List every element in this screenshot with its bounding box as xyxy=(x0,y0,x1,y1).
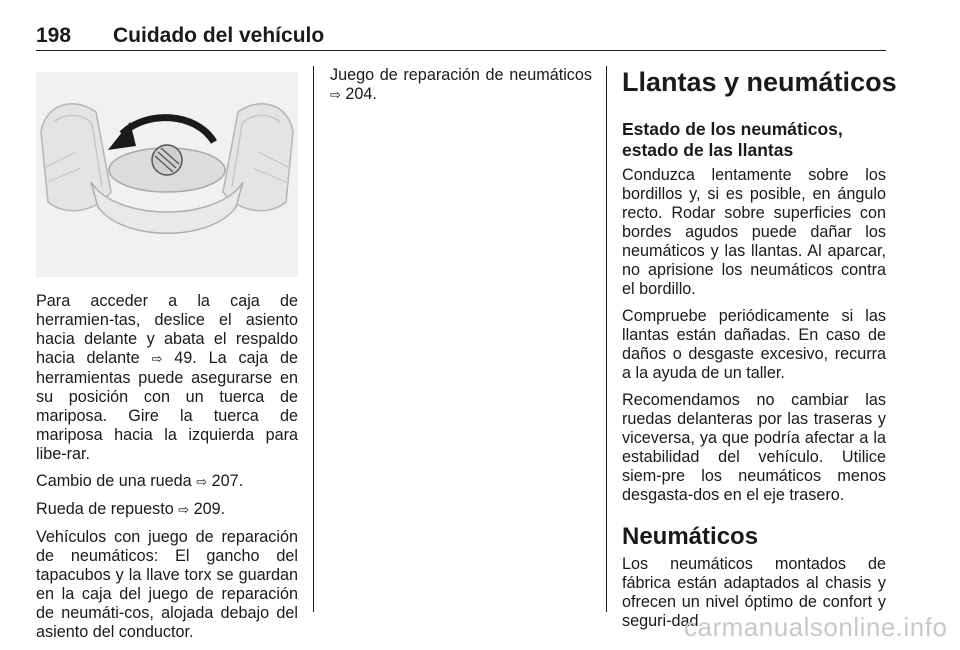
watermark: carmanualsonline.info xyxy=(684,612,948,642)
ref-link[interactable]: 207. xyxy=(211,472,244,490)
column-left xyxy=(36,292,298,650)
column-middle xyxy=(330,66,592,113)
toolbox-wing-nut-icon xyxy=(36,72,298,277)
reference-arrow-icon: ⇨ xyxy=(151,352,163,367)
reference-arrow-icon: ⇨ xyxy=(330,88,341,103)
paragraph-spare-wheel: Rueda de repuesto ⇨ 209. xyxy=(36,500,226,518)
column-divider-2 xyxy=(606,66,607,612)
column-right xyxy=(622,166,886,639)
page-number: 198 xyxy=(36,24,72,47)
paragraph-check-wheels: Compruebe periódicamente si las llantas están dañadas. En caso de daños o desgaste excesivo, recurra a la ayuda de un taller. xyxy=(622,307,886,382)
section-heading-tyres: Neumáticos xyxy=(622,523,759,550)
paragraph-wheel-change: Cambio de una rueda ⇨ 207. xyxy=(36,472,244,490)
ref-link[interactable]: 209. xyxy=(193,500,226,518)
subsection-heading: Estado de los neumáticos, estado de las llantas xyxy=(622,119,843,160)
paragraph-repair-kit: Vehículos con juego de reparación de neumáticos: El gancho del tapacubos y la llave torx se guardan en la caja del juego de reparación de neumáti-cos, alojada debajo del asiento del conductor. xyxy=(36,528,298,641)
section-heading: Llantas y neumáticos xyxy=(622,67,897,97)
reference-arrow-icon: ⇨ xyxy=(196,475,208,490)
paragraph-toolbox: Para acceder a la caja de herramien-tas, deslice el asiento hacia delante y abata el respaldo hacia delante ⇨ 49. La caja de herramientas puede asegurarse en su posición con un tuerca de mariposa. Gire la tuerca de mariposa hacia la izquierda para libe-rar. xyxy=(36,292,298,463)
paragraph-tyre-repair-kit: Juego de reparación de neumáticos ⇨ 204. xyxy=(330,66,592,103)
reference-arrow-icon: ⇨ xyxy=(178,503,190,518)
paragraph-factory-tyres: Los neumáticos montados de fábrica están adaptados al chasis y ofrecen un nivel óptimo de confort y seguri-dad. xyxy=(622,555,886,630)
header-title: Cuidado del vehículo xyxy=(113,24,325,47)
ref-link[interactable]: 49. xyxy=(174,349,197,367)
page-header xyxy=(36,20,886,51)
column-divider-1 xyxy=(313,66,314,612)
paragraph-swap-wheels: Recomendamos no cambiar las ruedas delanteras por las traseras y viceversa, ya que podría afectar a la estabilidad del vehículo. Utilice siem-pre los neumáticos menos desgasta-dos en el eje trasero. xyxy=(622,391,886,504)
toolbox-illustration xyxy=(36,72,298,277)
paragraph-kerbs: Conduzca lentamente sobre los bordillos y, si es posible, en ángulo recto. Rodar sobre superficies con bordes agudos puede dañar los neumáticos y las llantas. Al aparcar, no aprisione los neumáticos contra el bordillo. xyxy=(622,166,886,298)
ref-link[interactable]: 204. xyxy=(345,85,377,103)
